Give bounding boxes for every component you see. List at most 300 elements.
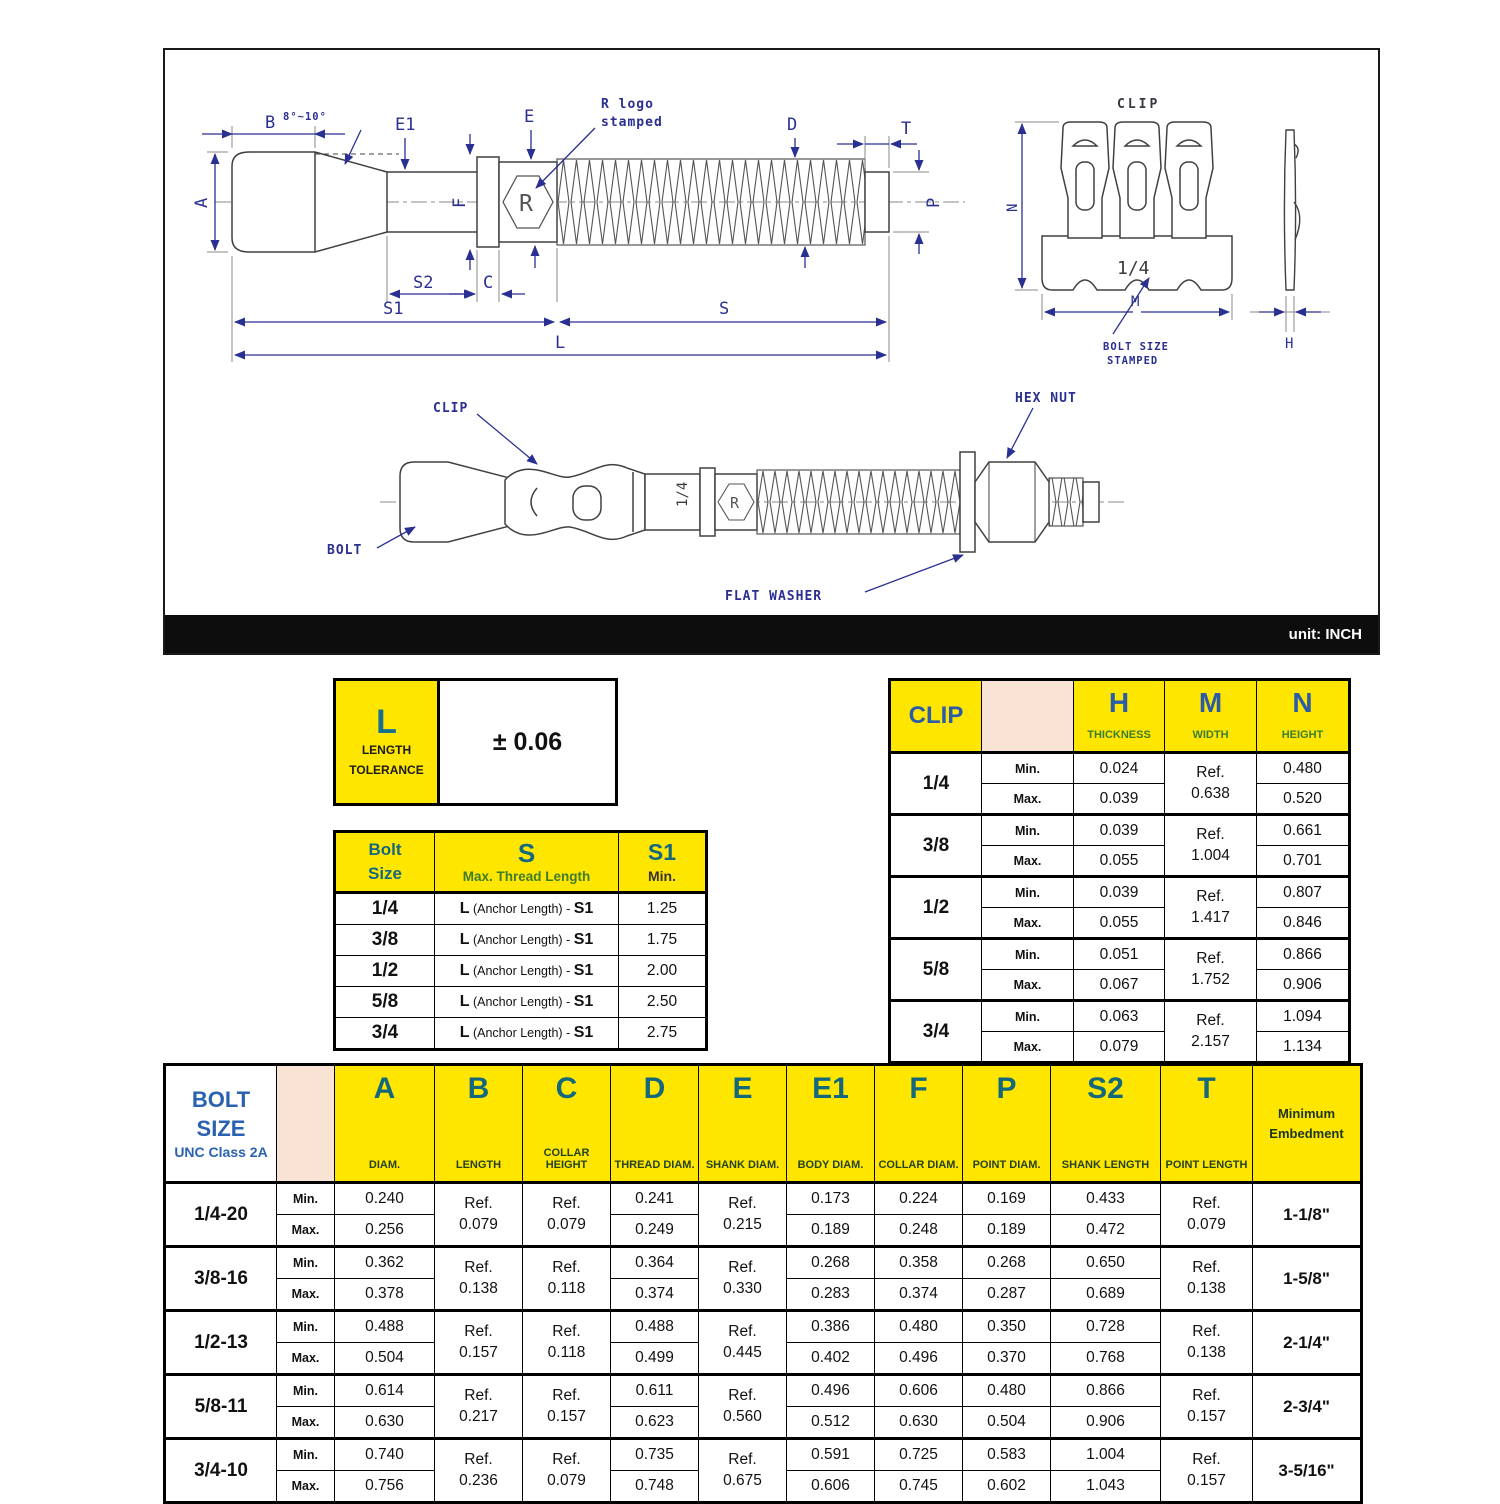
clip-n-min: 0.661 xyxy=(1257,815,1350,846)
clip-m xyxy=(1165,1001,1257,1063)
bolt-d-min: 0.488 xyxy=(611,1311,699,1343)
dim-label-s: S xyxy=(719,299,730,319)
clip-max-label: Max. xyxy=(982,908,1074,939)
dim-label-p: P xyxy=(924,197,944,208)
bolt-s2-max: 1.043 xyxy=(1051,1471,1161,1503)
bolt-t-value: 0.138 xyxy=(1187,1279,1226,1297)
clip-header-n xyxy=(1257,680,1350,753)
bolt-d-min: 0.611 xyxy=(611,1375,699,1407)
clip-row-min xyxy=(890,877,1350,908)
clip-n-min: 0.480 xyxy=(1257,753,1350,784)
thread-length-table xyxy=(333,830,708,1051)
thread-length-row xyxy=(335,987,707,1018)
bolt-row-min xyxy=(165,1311,1362,1343)
clip-h-sub: THICKNESS xyxy=(1087,729,1151,742)
dim-label-s2: S2 xyxy=(413,273,434,293)
dim-label-c: C xyxy=(483,273,494,293)
formula-mid: (Anchor Length) - xyxy=(469,964,574,978)
bolt-min-label: Min. xyxy=(277,1375,335,1407)
bolt-e1-max: 0.189 xyxy=(787,1215,875,1247)
bolt-row-size: 1/4-20 xyxy=(165,1183,277,1247)
dim-label-m: M xyxy=(1131,294,1140,310)
clip-header-blank xyxy=(982,680,1074,753)
bolt-row-size: 1/2-13 xyxy=(165,1311,277,1375)
bolt-b-value: 0.138 xyxy=(459,1279,498,1297)
clip-min-label: Min. xyxy=(982,877,1074,908)
bolt-header-p xyxy=(963,1065,1051,1183)
bolt-p-min: 0.169 xyxy=(963,1183,1051,1215)
bolt-s2-min: 0.728 xyxy=(1051,1311,1161,1343)
bolt-embed: 1-1/8" xyxy=(1253,1183,1362,1247)
thread-row-size: 5/8 xyxy=(335,987,435,1018)
bolt-min-label: Min. xyxy=(277,1247,335,1279)
formula-s1: S1 xyxy=(573,962,594,979)
col-a-sub: DIAM. xyxy=(368,1159,401,1172)
bolt-c-ref: Ref. xyxy=(552,1450,581,1468)
bolt-max-label: Max. xyxy=(277,1343,335,1375)
bolt-f-max: 0.374 xyxy=(875,1279,963,1311)
col-b-symbol: B xyxy=(467,1072,490,1105)
header-bolt-size-line2: Size xyxy=(367,864,403,883)
dim-label-e: E xyxy=(524,107,535,127)
clip-min-label: Min. xyxy=(982,753,1074,784)
bolt-a-max: 0.256 xyxy=(335,1215,435,1247)
bolt-header-a xyxy=(335,1065,435,1183)
bolt-c-ref: Ref. xyxy=(552,1194,581,1212)
clip-min-label: Min. xyxy=(982,939,1074,970)
bolt-c-value: 0.118 xyxy=(547,1279,586,1297)
bolt-embed: 2-1/4" xyxy=(1253,1311,1362,1375)
bolt-d-min: 0.735 xyxy=(611,1439,699,1471)
bolt-d-max: 0.623 xyxy=(611,1407,699,1439)
thread-row-s1-min: 1.25 xyxy=(619,893,707,925)
bolt-max-label: Max. xyxy=(277,1407,335,1439)
assembled-size-stamp: 1/4 xyxy=(675,481,691,507)
bolt-t xyxy=(1161,1311,1253,1375)
bolt-f-max: 0.745 xyxy=(875,1471,963,1503)
thread-row-s1-min: 2.50 xyxy=(619,987,707,1018)
clip-max-label: Max. xyxy=(982,1032,1074,1063)
clip-h-max: 0.039 xyxy=(1074,784,1165,815)
bolt-c-ref: Ref. xyxy=(552,1386,581,1404)
thread-length-row xyxy=(335,925,707,956)
bolt-max-label: Max. xyxy=(277,1215,335,1247)
bolt-min-label: Min. xyxy=(277,1183,335,1215)
bolt-min-label: Min. xyxy=(277,1311,335,1343)
tolerance-label-line2: TOLERANCE xyxy=(349,763,424,777)
bolt-size-title-line3: UNC Class 2A xyxy=(174,1143,268,1160)
formula-s1: S1 xyxy=(573,1024,594,1041)
bolt-b xyxy=(435,1375,523,1439)
bolt-t-value: 0.138 xyxy=(1187,1343,1226,1361)
formula-mid: (Anchor Length) - xyxy=(469,1026,574,1040)
clip-m-ref: Ref. xyxy=(1196,1011,1225,1029)
bolt-p-max: 0.602 xyxy=(963,1471,1051,1503)
bolt-p-min: 0.350 xyxy=(963,1311,1051,1343)
clip-table-header xyxy=(890,680,1350,753)
bolt-t-ref: Ref. xyxy=(1192,1386,1221,1404)
bolt-row-min xyxy=(165,1439,1362,1471)
bolt-b-value: 0.236 xyxy=(459,1471,498,1489)
formula-s1: S1 xyxy=(573,900,594,917)
bolt-d-max: 0.374 xyxy=(611,1279,699,1311)
thread-row-size: 3/8 xyxy=(335,925,435,956)
bolt-d-max: 0.249 xyxy=(611,1215,699,1247)
bolt-a-min: 0.362 xyxy=(335,1247,435,1279)
bolt-f-max: 0.248 xyxy=(875,1215,963,1247)
bolt-e-value: 0.675 xyxy=(723,1471,762,1489)
col-c-sub: COLLAR HEIGHT xyxy=(543,1146,590,1172)
dim-label-t: T xyxy=(901,119,912,139)
thread-row-s1-min: 2.00 xyxy=(619,956,707,987)
clip-m xyxy=(1165,877,1257,939)
dim-label-s1: S1 xyxy=(383,299,404,319)
bolt-p-max: 0.504 xyxy=(963,1407,1051,1439)
bolt-p-max: 0.287 xyxy=(963,1279,1051,1311)
angle-note: 8°~10° xyxy=(283,111,327,123)
col-t-sub: POINT LENGTH xyxy=(1165,1159,1248,1172)
bolt-header-blank xyxy=(277,1065,335,1183)
bolt-a-max: 0.504 xyxy=(335,1343,435,1375)
formula-mid: (Anchor Length) - xyxy=(469,902,574,916)
bolt-header-embed xyxy=(1253,1065,1362,1183)
clip-n-min: 1.094 xyxy=(1257,1001,1350,1032)
unit-label: unit: INCH xyxy=(1288,625,1362,643)
thread-length-row xyxy=(335,1018,707,1050)
bolt-b xyxy=(435,1183,523,1247)
thread-row-formula xyxy=(435,987,619,1018)
clip-h-min: 0.063 xyxy=(1074,1001,1165,1032)
bolt-d-max: 0.748 xyxy=(611,1471,699,1503)
assembly-label-bolt: BOLT xyxy=(327,543,363,558)
clip-row-size: 1/4 xyxy=(890,753,982,815)
bolt-size-header xyxy=(165,1065,277,1183)
col-e-sub: SHANK DIAM. xyxy=(705,1159,780,1172)
header-s1-sub: Min. xyxy=(648,867,676,884)
bolt-s2-min: 0.650 xyxy=(1051,1247,1161,1279)
header-s1 xyxy=(619,832,707,893)
bolt-c xyxy=(523,1439,611,1503)
bolt-p-max: 0.189 xyxy=(963,1215,1051,1247)
thread-row-s1-min: 1.75 xyxy=(619,925,707,956)
bolt-a-min: 0.240 xyxy=(335,1183,435,1215)
thread-row-size: 3/4 xyxy=(335,1018,435,1050)
bolt-e-value: 0.560 xyxy=(723,1407,762,1425)
formula-l: L xyxy=(459,962,470,979)
clip-m-value: 1.417 xyxy=(1191,908,1230,926)
thread-row-formula xyxy=(435,956,619,987)
bolt-row-min xyxy=(165,1183,1362,1215)
assembly-label-hex-nut: HEX NUT xyxy=(1015,391,1077,406)
bolt-p-max: 0.370 xyxy=(963,1343,1051,1375)
bolt-f-min: 0.725 xyxy=(875,1439,963,1471)
bolt-e1-min: 0.386 xyxy=(787,1311,875,1343)
bolt-t-ref: Ref. xyxy=(1192,1322,1221,1340)
bolt-size-title-line2: SIZE xyxy=(196,1115,246,1141)
thread-row-formula xyxy=(435,1018,619,1050)
tolerance-symbol: L xyxy=(376,703,397,741)
clip-n-min: 0.866 xyxy=(1257,939,1350,970)
dim-label-l: L xyxy=(555,333,566,353)
bolt-e1-max: 0.283 xyxy=(787,1279,875,1311)
bolt-e1-max: 0.606 xyxy=(787,1471,875,1503)
bolt-e-ref: Ref. xyxy=(728,1322,757,1340)
bolt-t xyxy=(1161,1439,1253,1503)
clip-view-title: CLIP xyxy=(1117,97,1161,112)
bolt-e1-max: 0.512 xyxy=(787,1407,875,1439)
bolt-d-max: 0.499 xyxy=(611,1343,699,1375)
bolt-row-size: 3/8-16 xyxy=(165,1247,277,1311)
r-logo-note-line1: R logo xyxy=(601,97,654,112)
col-f-symbol: F xyxy=(909,1072,928,1105)
bolt-header-s2 xyxy=(1051,1065,1161,1183)
bolt-e xyxy=(699,1183,787,1247)
bolt-t-value: 0.157 xyxy=(1187,1471,1226,1489)
clip-min-label: Min. xyxy=(982,815,1074,846)
bolt-b-ref: Ref. xyxy=(464,1386,493,1404)
col-d-symbol: D xyxy=(643,1072,666,1105)
clip-n-max: 0.701 xyxy=(1257,846,1350,877)
bolt-header-e xyxy=(699,1065,787,1183)
dim-label-h: H xyxy=(1285,336,1294,352)
clip-m-ref: Ref. xyxy=(1196,825,1225,843)
bolt-e1-max: 0.402 xyxy=(787,1343,875,1375)
r-logo-note-line2: stamped xyxy=(601,115,663,130)
bolt-p-min: 0.480 xyxy=(963,1375,1051,1407)
clip-h-symbol: H xyxy=(1108,687,1130,718)
length-tolerance-header xyxy=(336,681,440,803)
thread-row-size: 1/2 xyxy=(335,956,435,987)
assembly-label-clip: CLIP xyxy=(433,401,469,416)
col-d-sub: THREAD DIAM. xyxy=(614,1159,695,1172)
clip-n-max: 0.520 xyxy=(1257,784,1350,815)
bolt-t xyxy=(1161,1375,1253,1439)
clip-min-label: Min. xyxy=(982,1001,1074,1032)
bolt-c-value: 0.079 xyxy=(547,1215,586,1233)
anchor-bolt-drawing xyxy=(165,50,1378,615)
bolt-max-label: Max. xyxy=(277,1471,335,1503)
bolt-e1-min: 0.268 xyxy=(787,1247,875,1279)
formula-l: L xyxy=(459,993,470,1010)
bolt-b-value: 0.157 xyxy=(459,1343,498,1361)
bolt-header-f xyxy=(875,1065,963,1183)
clip-m-ref: Ref. xyxy=(1196,949,1225,967)
formula-s1: S1 xyxy=(573,931,594,948)
bolt-t xyxy=(1161,1183,1253,1247)
clip-row-min xyxy=(890,815,1350,846)
clip-h-max: 0.067 xyxy=(1074,970,1165,1001)
clip-side-extension-lines xyxy=(1250,296,1330,332)
bolt-b-ref: Ref. xyxy=(464,1258,493,1276)
clip-h-max: 0.055 xyxy=(1074,908,1165,939)
clip-m-value: 1.004 xyxy=(1191,846,1230,864)
col-t-symbol: T xyxy=(1197,1072,1216,1105)
bolt-s2-max: 0.689 xyxy=(1051,1279,1161,1311)
stamp-note-line1: BOLT SIZE xyxy=(1103,341,1169,353)
bolt-a-min: 0.488 xyxy=(335,1311,435,1343)
header-bolt-size xyxy=(335,832,435,893)
clip-n-max: 1.134 xyxy=(1257,1032,1350,1063)
bolt-c-value: 0.118 xyxy=(547,1343,586,1361)
bolt-f-max: 0.630 xyxy=(875,1407,963,1439)
assembled-r-logo: R xyxy=(730,494,740,512)
bolt-e-value: 0.215 xyxy=(723,1215,762,1233)
bolt-a-max: 0.630 xyxy=(335,1407,435,1439)
bolt-header-d xyxy=(611,1065,699,1183)
embed-label-line2: Embedment xyxy=(1269,1125,1344,1141)
clip-header-m xyxy=(1165,680,1257,753)
clip-h-min: 0.024 xyxy=(1074,753,1165,784)
bolt-b-value: 0.217 xyxy=(459,1407,498,1425)
bolt-e1-min: 0.496 xyxy=(787,1375,875,1407)
bolt-b-ref: Ref. xyxy=(464,1194,493,1212)
clip-max-label: Max. xyxy=(982,784,1074,815)
clip-n-symbol: N xyxy=(1292,687,1313,718)
clip-m xyxy=(1165,815,1257,877)
clip-max-label: Max. xyxy=(982,970,1074,1001)
technical-drawing-panel xyxy=(163,48,1380,655)
col-c-symbol: C xyxy=(555,1072,578,1105)
bolt-t-value: 0.157 xyxy=(1187,1407,1226,1425)
bolt-a-min: 0.614 xyxy=(335,1375,435,1407)
clip-header-h xyxy=(1074,680,1165,753)
clip-m-sub: WIDTH xyxy=(1192,729,1229,742)
bolt-e-ref: Ref. xyxy=(728,1386,757,1404)
clip-row-min xyxy=(890,939,1350,970)
bolt-e xyxy=(699,1247,787,1311)
bolt-embed: 1-5/8" xyxy=(1253,1247,1362,1311)
bolt-header-b xyxy=(435,1065,523,1183)
col-f-sub: COLLAR DIAM. xyxy=(878,1159,959,1172)
col-e-symbol: E xyxy=(732,1072,753,1105)
assembled-view xyxy=(380,452,1125,552)
thread-length-table-header xyxy=(335,832,707,893)
dim-label-d: D xyxy=(787,115,798,135)
clip-m-symbol: M xyxy=(1198,687,1223,718)
bolt-f-min: 0.480 xyxy=(875,1311,963,1343)
embed-label-line1: Minimum xyxy=(1277,1106,1336,1121)
clip-h-min: 0.039 xyxy=(1074,877,1165,908)
col-s2-symbol: S2 xyxy=(1087,1072,1124,1105)
bolt-p-min: 0.268 xyxy=(963,1247,1051,1279)
col-p-sub: POINT DIAM. xyxy=(972,1159,1041,1172)
bolt-s2-min: 1.004 xyxy=(1051,1439,1161,1471)
bolt-a-max: 0.378 xyxy=(335,1279,435,1311)
formula-mid: (Anchor Length) - xyxy=(469,933,574,947)
tolerance-label-line1: LENGTH xyxy=(361,743,412,757)
col-a-symbol: A xyxy=(373,1072,396,1105)
bolt-e xyxy=(699,1375,787,1439)
bolt-e xyxy=(699,1439,787,1503)
tolerance-value: ± 0.06 xyxy=(492,727,563,756)
bolt-c xyxy=(523,1375,611,1439)
clip-max-label: Max. xyxy=(982,846,1074,877)
dim-label-n: N xyxy=(1005,203,1021,212)
dim-label-e1: E1 xyxy=(395,115,416,135)
col-e1-symbol: E1 xyxy=(812,1072,849,1105)
bolt-d-min: 0.241 xyxy=(611,1183,699,1215)
col-e1-sub: BODY DIAM. xyxy=(797,1159,864,1172)
formula-l: L xyxy=(459,1024,470,1041)
clip-row-min xyxy=(890,753,1350,784)
bolt-side-view xyxy=(215,152,965,252)
clip-m-ref: Ref. xyxy=(1196,887,1225,905)
clip-m xyxy=(1165,939,1257,1001)
clip-m-ref: Ref. xyxy=(1196,763,1225,781)
col-s2-sub: SHANK LENGTH xyxy=(1061,1159,1150,1172)
bolt-c xyxy=(523,1311,611,1375)
bolt-e1-min: 0.591 xyxy=(787,1439,875,1471)
header-s-symbol: S xyxy=(517,837,536,868)
thread-length-row xyxy=(335,956,707,987)
bolt-e1-min: 0.173 xyxy=(787,1183,875,1215)
bolt-a-min: 0.740 xyxy=(335,1439,435,1471)
bolt-embed: 2-3/4" xyxy=(1253,1375,1362,1439)
thread-row-size: 1/4 xyxy=(335,893,435,925)
bolt-f-min: 0.224 xyxy=(875,1183,963,1215)
unit-bar xyxy=(165,615,1378,653)
clip-h-max: 0.079 xyxy=(1074,1032,1165,1063)
bolt-b-value: 0.079 xyxy=(459,1215,498,1233)
thread-length-row xyxy=(335,893,707,925)
clip-row-size: 1/2 xyxy=(890,877,982,939)
formula-l: L xyxy=(459,900,470,917)
bolt-dimensions-table xyxy=(163,1063,1363,1504)
bolt-b-ref: Ref. xyxy=(464,1450,493,1468)
bolt-row-min xyxy=(165,1247,1362,1279)
bolt-min-label: Min. xyxy=(277,1439,335,1471)
header-s1-symbol: S1 xyxy=(647,838,677,865)
clip-side-view xyxy=(1285,130,1300,290)
clip-n-min: 0.807 xyxy=(1257,877,1350,908)
clip-row-min xyxy=(890,1001,1350,1032)
header-s xyxy=(435,832,619,893)
bolt-t-ref: Ref. xyxy=(1192,1194,1221,1212)
clip-m xyxy=(1165,753,1257,815)
clip-title-text: CLIP xyxy=(908,702,964,729)
bolt-f-min: 0.358 xyxy=(875,1247,963,1279)
clip-n-max: 0.906 xyxy=(1257,970,1350,1001)
formula-mid: (Anchor Length) - xyxy=(469,995,574,1009)
bolt-embed: 3-5/16" xyxy=(1253,1439,1362,1503)
clip-n-sub: HEIGHT xyxy=(1281,729,1324,742)
bolt-d-min: 0.364 xyxy=(611,1247,699,1279)
bolt-row-size: 5/8-11 xyxy=(165,1375,277,1439)
bolt-e xyxy=(699,1311,787,1375)
thread-row-s1-min: 2.75 xyxy=(619,1018,707,1050)
bolt-size-title-line1: BOLT xyxy=(191,1087,251,1113)
bolt-a-max: 0.756 xyxy=(335,1471,435,1503)
bolt-s2-max: 0.906 xyxy=(1051,1407,1161,1439)
clip-header-title xyxy=(890,680,982,753)
bolt-f-min: 0.606 xyxy=(875,1375,963,1407)
bolt-table-header xyxy=(165,1065,1362,1183)
bolt-t-ref: Ref. xyxy=(1192,1450,1221,1468)
header-s-sub: Max. Thread Length xyxy=(462,868,591,884)
clip-h-min: 0.039 xyxy=(1074,815,1165,846)
clip-row-size: 3/8 xyxy=(890,815,982,877)
clip-h-min: 0.051 xyxy=(1074,939,1165,970)
bolt-s2-max: 0.472 xyxy=(1051,1215,1161,1247)
col-b-sub: LENGTH xyxy=(455,1159,502,1172)
bolt-s2-max: 0.768 xyxy=(1051,1343,1161,1375)
length-tolerance-table xyxy=(333,678,618,806)
clip-size-stamp: 1/4 xyxy=(1117,258,1150,279)
clip-m-value: 0.638 xyxy=(1191,784,1230,802)
bolt-b xyxy=(435,1439,523,1503)
bolt-e-ref: Ref. xyxy=(728,1194,757,1212)
bolt-s2-min: 0.433 xyxy=(1051,1183,1161,1215)
